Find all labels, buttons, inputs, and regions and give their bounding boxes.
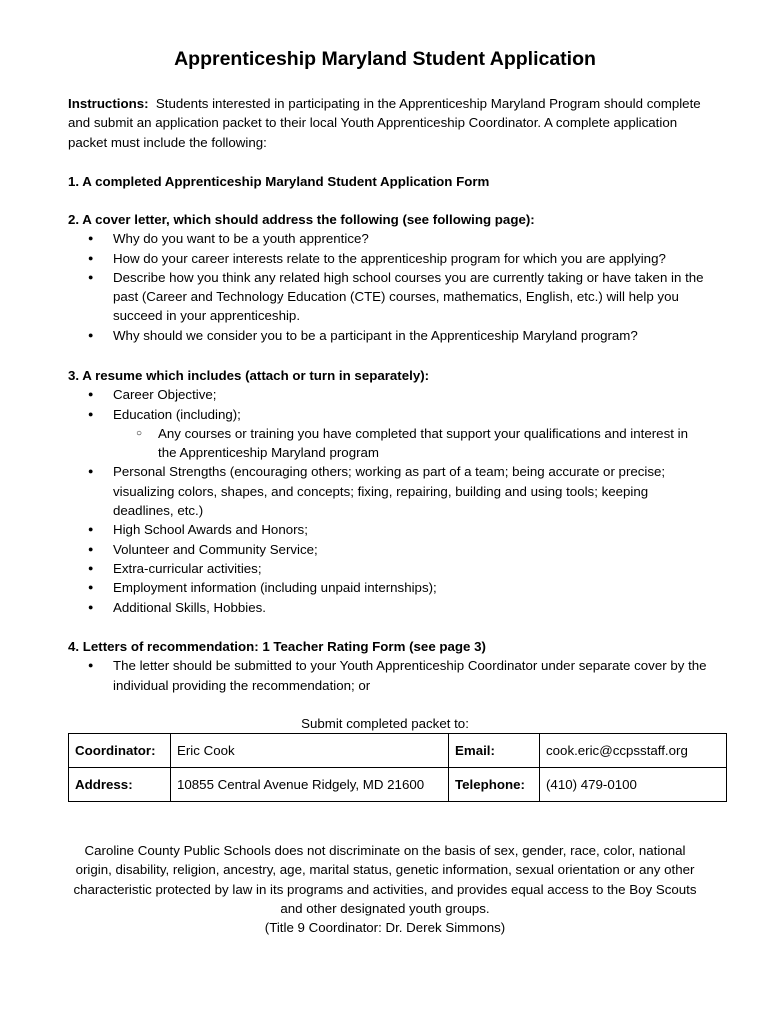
list-item: ● Why do you want to be a youth apprentice?: [68, 229, 708, 248]
title-9-coordinator: (Title 9 Coordinator: Dr. Derek Simmons): [264, 920, 506, 936]
list-item: ● Additional Skills, Hobbies.: [68, 598, 708, 617]
coordinator-value: Eric Cook: [171, 734, 449, 768]
list-item: ● High School Awards and Honors;: [68, 520, 708, 539]
section-4-heading: 4. Letters of recommendation: 1 Teacher Rating Form (see page 3): [68, 639, 486, 654]
sub-list-item: ○ Any courses or training you have completed that support your qualifications and interest in the Apprenticeship Maryland program: [68, 424, 708, 463]
coordinator-label: Coordinator:: [69, 734, 171, 768]
section-1-heading: 1. A completed Apprenticeship Maryland Student Application Form: [68, 174, 490, 189]
section-2: [68, 210, 708, 345]
footer-line: characteristic protected by law in its programs and activities, and provides equal access to the Boy Scouts: [73, 881, 697, 897]
list-item: ● Volunteer and Community Service;: [68, 540, 708, 559]
list-item: ● Career Objective;: [68, 385, 708, 404]
table-row: [69, 768, 727, 802]
address-label: Address:: [69, 768, 171, 802]
telephone-label: Telephone:: [449, 768, 540, 802]
section-2-heading: 2. A cover letter, which should address the following (see following page):: [68, 212, 535, 227]
telephone-value: (410) 479-0100: [540, 768, 727, 802]
page-title: Apprenticeship Maryland Student Application: [174, 48, 596, 70]
instructions-label: Instructions:: [68, 96, 149, 111]
list-item: ● Personal Strengths (encouraging others; working as part of a team; being accurate or precise; visualizing colors, shapes, and concepts; fixing, repairing, building and using tools; keeping deadlines, etc.): [68, 462, 708, 520]
footer-line: and other designated youth groups.: [280, 900, 490, 916]
list-item: ● Why should we consider you to be a participant in the Apprenticeship Maryland program?: [68, 326, 708, 345]
table-row: [69, 734, 727, 768]
section-3-heading: 3. A resume which includes (attach or turn in separately):: [68, 368, 430, 383]
email-label: Email:: [449, 734, 540, 768]
section-4-list: [68, 656, 708, 695]
list-item: ● Education (including);: [68, 405, 708, 424]
list-item: ● Describe how you think any related high school courses you are currently taking or have taken in the past (Career and Technology Education (CTE) courses, mathematics, English, etc.) will help you succeed in your apprenticeship.: [68, 268, 708, 326]
section-4: [68, 637, 708, 695]
email-value[interactable]: cook.eric@ccpsstaff.org: [540, 734, 727, 768]
instructions-paragraph: [68, 94, 708, 152]
footer-line: Caroline County Public Schools does not discriminate on the basis of sex, gender, race, color, national: [84, 843, 686, 858]
submit-caption: Submit completed packet to:: [301, 716, 469, 731]
contact-table: [68, 733, 727, 802]
nondiscrimination-statement: [0, 841, 770, 937]
section-3: [68, 366, 708, 617]
list-item: ● Employment information (including unpaid internships);: [68, 578, 708, 597]
list-item: ● Extra-curricular activities;: [68, 559, 708, 578]
list-item: ● How do your career interests relate to the apprenticeship program for which you are applying?: [68, 249, 708, 268]
section-2-list: [68, 229, 708, 345]
instructions-text: Students interested in participating in the Apprenticeship Maryland Program should complete and submit an application packet to their local Youth Apprenticeship Coordinator. A complete application packet must include the following:: [68, 96, 701, 150]
list-item: ● The letter should be submitted to your Youth Apprenticeship Coordinator under separate cover by the individual providing the recommendation; or: [68, 656, 708, 695]
footer-line: origin, disability, religion, ancestry, age, marital status, genetic information, sexual orientation or any other: [75, 862, 695, 878]
section-3-list: [68, 385, 708, 617]
address-value: 10855 Central Avenue Ridgely, MD 21600: [171, 768, 449, 802]
